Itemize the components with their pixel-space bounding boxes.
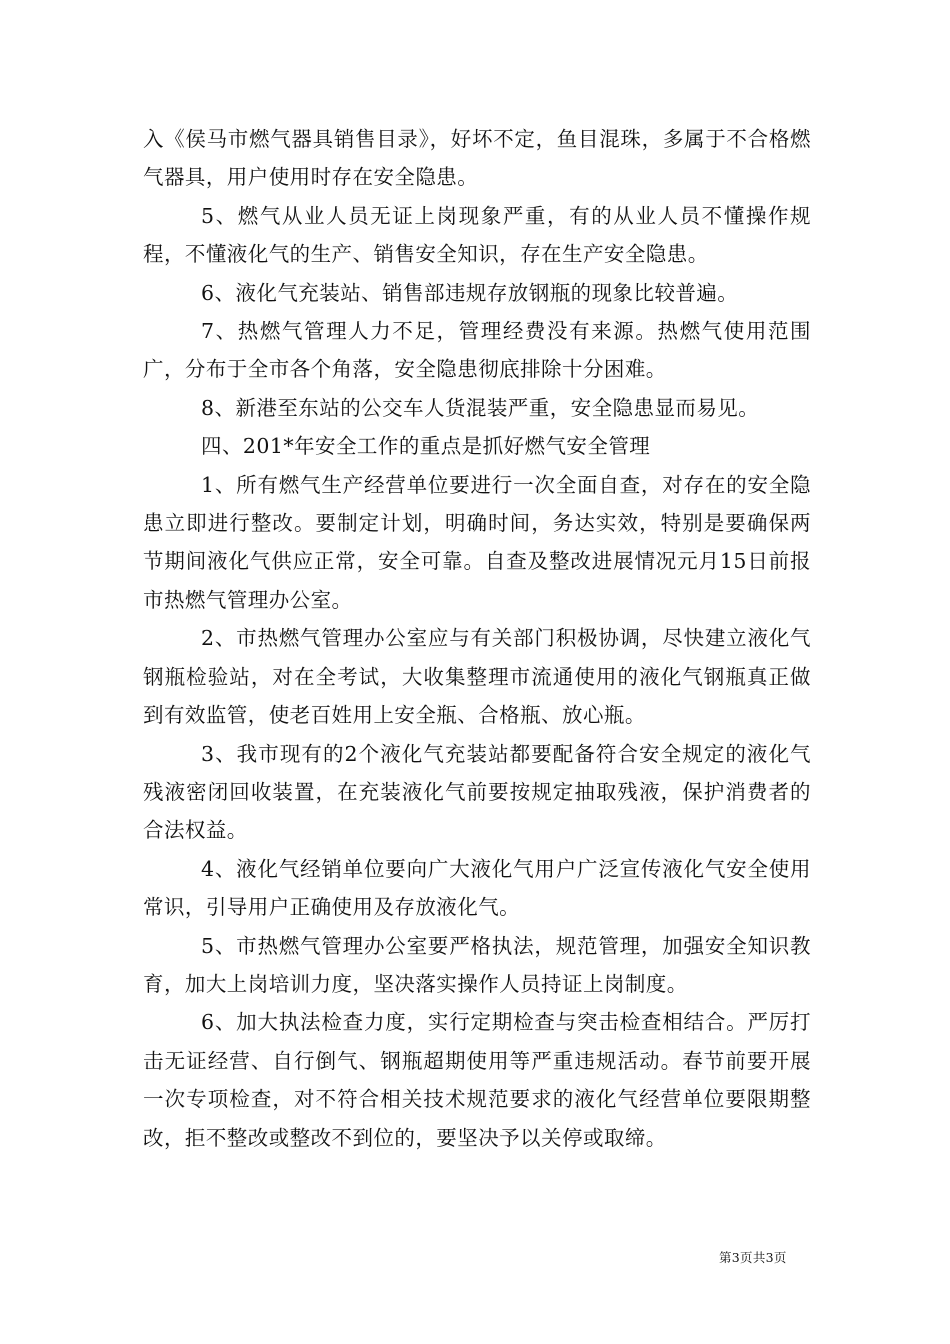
paragraph: 5、燃气从业人员无证上岗现象严重，有的从业人员不懂操作规程，不懂液化气的生产、销售安全知识，存在生产安全隐患。 xyxy=(143,203,811,267)
paragraph: 6、液化气充装站、销售部违规存放钢瓶的现象比较普遍。 xyxy=(201,280,739,305)
section-heading: 四、201*年安全工作的重点是抓好燃气安全管理 xyxy=(201,434,651,459)
page-number-footer: 第3页共3页 xyxy=(719,1250,787,1265)
paragraph: 3、我市现有的2个液化气充装站都要配备符合安全规定的液化气残液密闭回收装置，在充装液化气前要按规定抽取残液，保护消费者的合法权益。 xyxy=(143,741,811,843)
paragraph: 1、所有燃气生产经营单位要进行一次全面自查，对存在的安全隐患立即进行整改。要制定计划，明确时间，务达实效，特别是要确保两节期间液化气供应正常，安全可靠。自查及整改进展情况元月15日前报市热燃气管理办公室。 xyxy=(143,472,811,612)
paragraph: 2、市热燃气管理办公室应与有关部门积极协调，尽快建立液化气钢瓶检验站，对在全考试，大收集整理市流通使用的液化气钢瓶真正做到有效监管，使老百姓用上安全瓶、合格瓶、放心瓶。 xyxy=(143,626,811,728)
paragraph: 入《侯马市燃气器具销售目录》，好坏不定，鱼目混珠，多属于不合格燃气器具，用户使用时存在安全隐患。 xyxy=(143,127,811,190)
paragraph: 4、液化气经销单位要向广大液化气用户广泛宣传液化气安全使用常识，引导用户正确使用及存放液化气。 xyxy=(143,856,811,920)
paragraph: 7、热燃气管理人力不足，管理经费没有来源。热燃气使用范围广，分布于全市各个角落，安全隐患彻底排除十分困难。 xyxy=(143,319,811,382)
paragraph: 6、加大执法检查力度，实行定期检查与突击检查相结合。严厉打击无证经营、自行倒气、钢瓶超期使用等严重违规活动。春节前要开展一次专项检查，对不符合相关技术规范要求的液化气经营单位要限期整改，拒不整改或整改不到位的，要坚决予以关停或取缔。 xyxy=(143,1010,811,1150)
document-body xyxy=(143,120,811,1157)
paragraph: 8、新港至东站的公交车人货混装严重，安全隐患显而易见。 xyxy=(201,395,760,420)
paragraph: 5、市热燃气管理办公室要严格执法，规范管理，加强安全知识教育，加大上岗培训力度，坚决落实操作人员持证上岗制度。 xyxy=(143,933,811,996)
